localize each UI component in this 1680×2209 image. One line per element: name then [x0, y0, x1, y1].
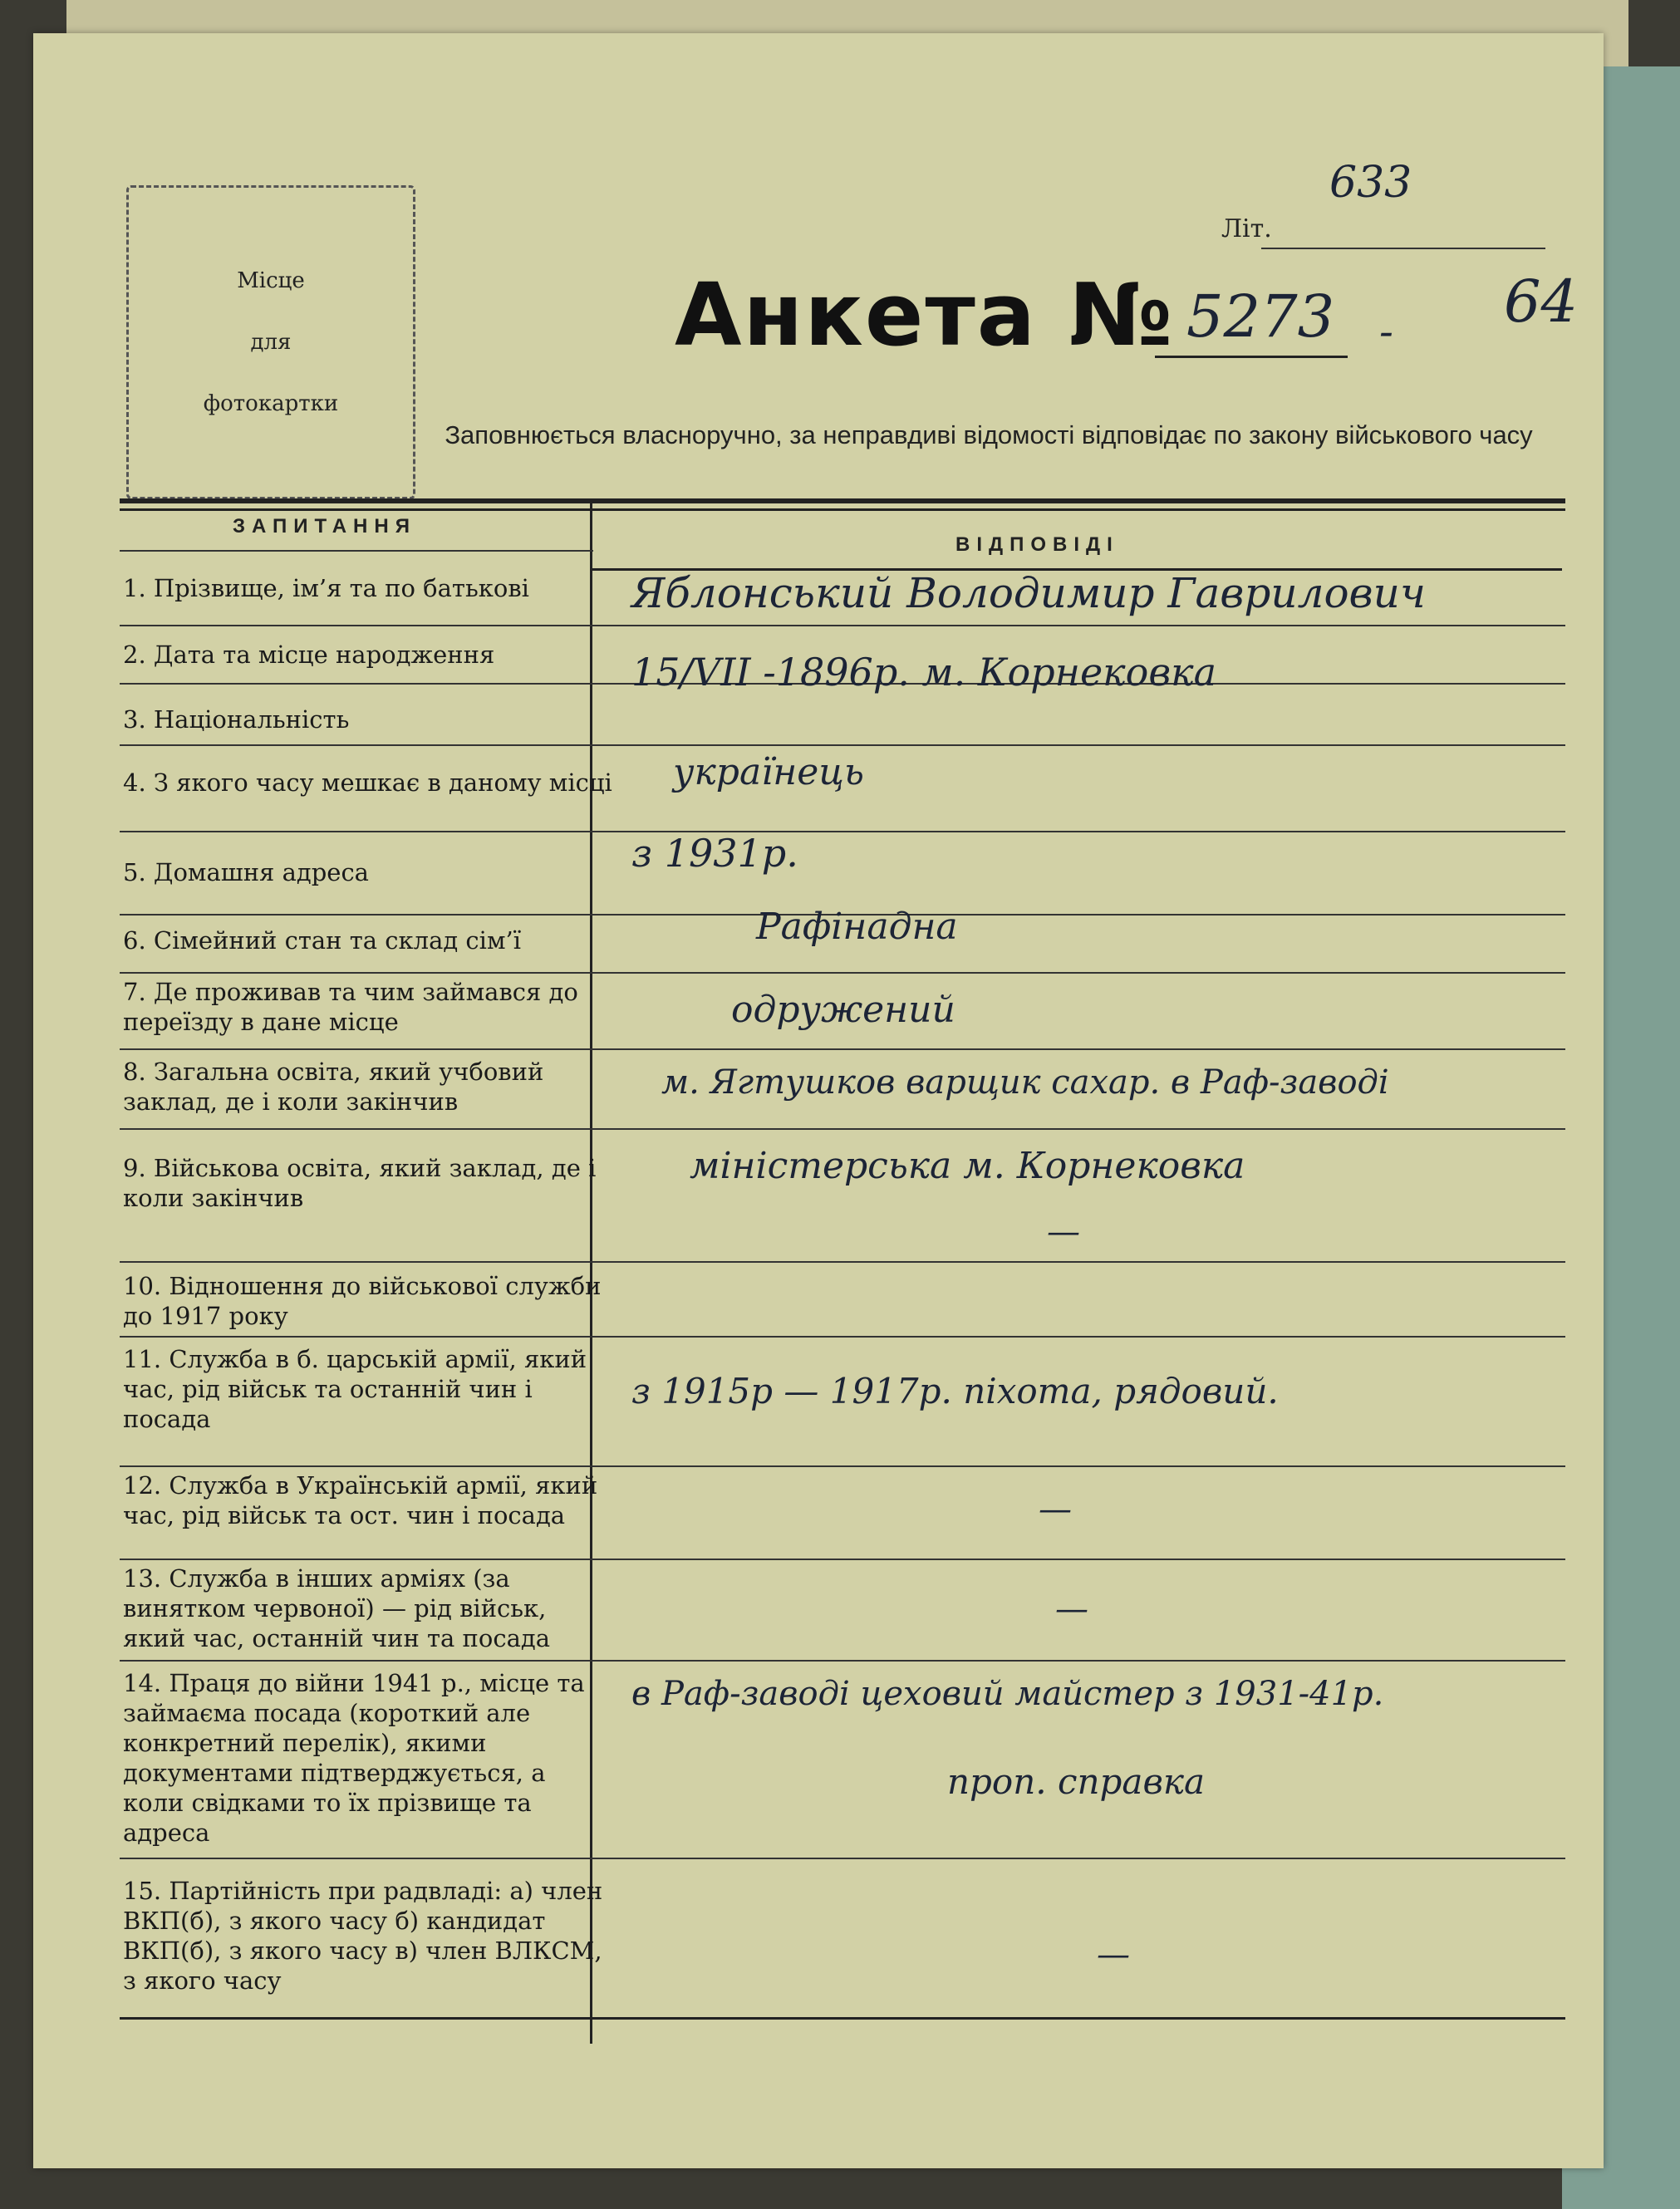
- header-rule-left: [120, 550, 593, 552]
- answer-3: українець: [673, 751, 864, 793]
- answer-7: м. Ягтушков варщик сахар. в Раф-заводі: [661, 1063, 1389, 1102]
- question-14: 14. Праця до війни 1941 р., місце та займаєма посада (короткий але конкретний перелік), якими документами підтверджується, а коли свідками то їх прізвище та адреса: [123, 1669, 585, 1847]
- answer-5: Рафінадна: [756, 906, 958, 948]
- dash-mark: -: [1379, 307, 1393, 356]
- lit-label: Літ.: [1221, 214, 1272, 243]
- lit-number: 633: [1329, 158, 1412, 208]
- questions-header: ЗАПИТАННЯ: [233, 515, 416, 538]
- question-9: 9. Військова освіта, який заклад, де і коли закінчив: [123, 1154, 597, 1212]
- photo-label-3: фотокартки: [203, 391, 339, 416]
- question-11: 11. Служба в б. царській армії, який час, рід військ та останній чин і посада: [123, 1345, 587, 1433]
- table-bottom-rule: [120, 2017, 1565, 2020]
- answer-11: з 1915р — 1917р. піхота, рядовий.: [631, 1371, 1279, 1411]
- question-6: 6. Сімейний стан та склад сім’ї: [123, 926, 521, 955]
- photo-label-2: для: [250, 330, 292, 355]
- corner-number: 64: [1504, 268, 1579, 336]
- table-top-rule-2: [120, 508, 1565, 511]
- row-separator: [120, 831, 1565, 832]
- question-13: 13. Служба в інших арміях (за винятком червоної) — рід військ, який час, останній чин та посада: [123, 1564, 551, 1652]
- page-subtitle: Заповнюється власноручно, за неправдиві відомості відповідає по закону військового часу: [445, 420, 1533, 449]
- answer-9: —: [1047, 1213, 1080, 1251]
- row-separator: [120, 1465, 1565, 1467]
- question-12: 12. Служба в Українській армії, який час, рід військ та ост. чин і посада: [123, 1471, 598, 1529]
- row-separator: [120, 1660, 1565, 1662]
- question-4: 4. З якого часу мешкає в даному місці: [123, 768, 612, 797]
- answer-6: одружений: [731, 989, 955, 1031]
- row-separator: [120, 1858, 1565, 1859]
- answer-14-line-1: в Раф-заводі цеховий майстер з 1931-41р.: [631, 1675, 1384, 1713]
- row-separator: [120, 1261, 1565, 1263]
- question-2: 2. Дата та місце народження: [123, 641, 495, 669]
- answer-13: —: [1055, 1590, 1088, 1628]
- answer-14-line-2: проп. справка: [947, 1761, 1206, 1802]
- question-1: 1. Прізвище, ім’я та по батькові: [123, 574, 529, 602]
- answer-1: Яблонський Володимир Гаврилович: [631, 569, 1426, 617]
- question-10: 10. Відношення до військової служби до 1917 року: [123, 1272, 602, 1330]
- question-15: 15. Партійність при радвладі: а) член ВКП(б), з якого часу б) кандидат ВКП(б), з якого часу в) член ВЛКСМ, з якого часу: [123, 1877, 603, 1995]
- row-separator: [120, 744, 1565, 746]
- title-underline: [1155, 356, 1348, 358]
- answers-header: ВІДПОВІДІ: [955, 533, 1119, 556]
- row-separator: [120, 1128, 1565, 1130]
- answer-8: міністерська м. Корнековка: [690, 1145, 1245, 1187]
- photo-label-1: Місце: [237, 268, 305, 293]
- row-separator: [120, 972, 1565, 974]
- row-separator: [120, 1336, 1565, 1338]
- answer-12: —: [1039, 1490, 1072, 1529]
- answer-15: —: [1097, 1936, 1130, 1974]
- page-title: Анкета №: [675, 264, 1175, 366]
- row-separator: [120, 625, 1565, 626]
- lit-underline: [1261, 248, 1545, 249]
- question-7: 7. Де проживав та чим займався до переїзду в дане місце: [123, 978, 578, 1036]
- answer-4: з 1931р.: [631, 831, 798, 876]
- table-top-rule: [120, 498, 1565, 503]
- row-separator: [120, 1559, 1565, 1560]
- question-3: 3. Національність: [123, 705, 350, 734]
- photo-placeholder: [126, 185, 415, 499]
- question-8: 8. Загальна освіта, який учбовий заклад, де і коли закінчив: [123, 1058, 544, 1116]
- row-separator: [120, 1048, 1565, 1050]
- answer-2: 15/VII -1896р. м. Корнековка: [631, 650, 1216, 695]
- question-5: 5. Домашня адреса: [123, 858, 369, 886]
- form-number: 5273: [1186, 282, 1335, 351]
- questionnaire-sheet: [33, 33, 1604, 2168]
